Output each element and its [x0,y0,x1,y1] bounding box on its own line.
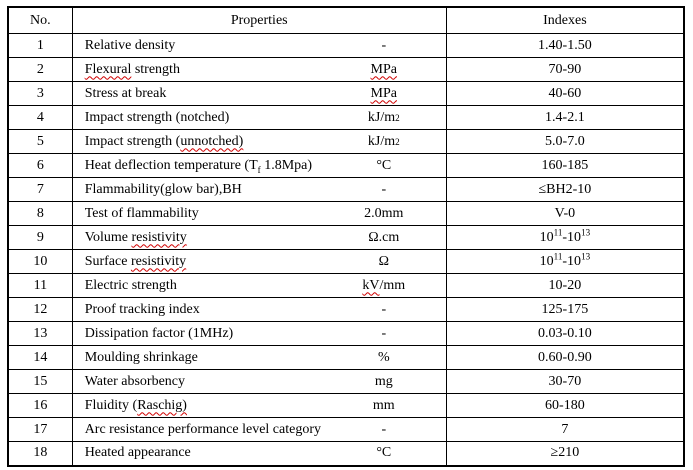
text-segment: - [381,325,387,341]
text-segment: Test of flammability [84,205,199,221]
text-segment: 11 [553,226,563,237]
row-number-cell: 16 [8,394,72,418]
text-segment: Water absorbency [84,373,186,389]
text-segment: - [381,181,387,197]
text-segment: 0.03-0.10 [538,325,592,341]
table-row [8,82,684,106]
row-number-cell: 1 [8,34,72,58]
text-segment: Proof tracking index [84,301,200,317]
properties-table [7,6,685,467]
index-value-cell [446,106,684,130]
index-value-cell [446,250,684,274]
index-value-cell [446,82,684,106]
text-segment: 30-70 [548,373,582,389]
text-segment: 1.8Mpa) [260,157,313,173]
property-unit [322,154,446,177]
index-value-cell [446,34,684,58]
property-cell [72,418,446,442]
text-segment: 13 [581,226,591,237]
col-header-properties: Properties [72,7,446,34]
property-cell [72,82,446,106]
spellcheck-flagged-text: f [257,164,261,175]
index-value-cell [446,202,684,226]
text-segment: 10 [539,253,554,269]
property-unit [322,250,446,273]
text-segment: 7 [561,421,569,437]
property-cell [72,130,446,154]
index-value-cell [446,226,684,250]
text-segment: - [381,37,387,53]
text-segment: Fluidity ( [84,397,138,413]
property-unit [322,274,446,297]
row-number-cell: 18 [8,442,72,466]
property-cell [72,58,446,82]
row-number-cell: 7 [8,178,72,202]
index-value-cell [446,298,684,322]
text-segment: Ω [378,253,389,269]
row-number-cell: 14 [8,346,72,370]
property-cell [72,250,446,274]
text-segment: ≤BH2-10 [538,181,592,197]
index-value-cell [446,178,684,202]
property-cell [72,274,446,298]
text-segment: Moulding shrinkage [84,349,198,365]
text-segment: /mm [379,277,406,293]
row-number-cell: 4 [8,106,72,130]
spellcheck-flagged-text: unnotched) [180,133,244,149]
property-unit [322,322,446,345]
spellcheck-flagged-text: MPa [370,61,397,77]
index-value-cell [446,418,684,442]
row-number-cell: 6 [8,154,72,178]
table-row [8,298,684,322]
property-cell [72,442,446,466]
property-unit [322,226,446,249]
text-segment: Arc resistance performance level category [84,421,321,437]
text-segment: °C [376,157,392,173]
table-row [8,130,684,154]
property-cell [72,394,446,418]
property-unit [322,394,446,417]
property-cell [72,370,446,394]
table-row [8,274,684,298]
col-header-indexes: Indexes [446,7,684,34]
text-segment: Heat deflection temperature (T [84,157,258,173]
property-unit [322,58,446,81]
table-row [8,322,684,346]
table-row [8,34,684,58]
table-row [8,346,684,370]
spellcheck-flagged-text: resistivity [130,253,187,269]
property-unit [322,178,446,201]
text-segment: - [381,301,387,317]
property-cell [72,34,446,58]
index-value-cell [446,130,684,154]
table-row [8,370,684,394]
row-number-cell: 17 [8,418,72,442]
row-number-cell: 2 [8,58,72,82]
text-segment: kJ/m [367,109,396,125]
text-segment: 60-180 [545,397,585,413]
text-segment: Volume [84,229,132,245]
header-row [8,7,684,34]
text-segment: 40-60 [548,85,582,101]
spellcheck-flagged-text: MPa [370,85,397,101]
text-segment: mg [374,373,393,389]
index-value-cell [446,322,684,346]
text-segment: Heated appearance [84,445,191,461]
text-segment: 1.4-2.1 [545,109,585,125]
property-cell [72,154,446,178]
property-unit [322,418,446,441]
property-unit [322,82,446,105]
spellcheck-flagged-text: Raschig) [137,397,187,413]
text-segment: Flammability(glow bar),BH [84,181,242,197]
text-segment: 1.40-1.50 [538,37,592,53]
text-segment: 160-185 [541,157,589,173]
row-number-cell: 3 [8,82,72,106]
text-segment: mm [372,397,395,413]
text-segment: - [381,421,387,437]
text-segment: % [377,349,390,365]
text-segment: V-0 [554,205,576,221]
table-row [8,58,684,82]
table-row [8,250,684,274]
property-cell [72,226,446,250]
text-segment: 10 [539,229,554,245]
table-row [8,226,684,250]
row-number-cell: 9 [8,226,72,250]
text-segment: -10 [562,253,582,269]
text-segment: Impact strength ( [84,133,181,149]
index-value-cell [446,394,684,418]
row-number-cell: 10 [8,250,72,274]
text-segment: 10-20 [548,277,582,293]
property-unit [322,346,446,369]
property-cell [72,178,446,202]
property-unit: kJ/m 2 [367,109,400,125]
spellcheck-flagged-text: kV [362,277,380,293]
text-segment: Stress at break [84,85,167,101]
index-value-cell [446,154,684,178]
text-segment: strength [131,61,180,77]
table-row [8,418,684,442]
property-unit [322,442,446,465]
text-segment: Impact strength (notched) [84,109,230,125]
text-segment: Surface [84,253,131,269]
index-value-cell [446,346,684,370]
text-segment: 13 [581,250,591,261]
property-cell [72,202,446,226]
text-segment: kJ/m [367,133,396,149]
table-row [8,154,684,178]
property-unit [322,34,446,57]
row-number-cell: 15 [8,370,72,394]
index-value-cell [446,274,684,298]
property-unit [322,202,446,225]
row-number-cell: 8 [8,202,72,226]
text-segment: 0.60-0.90 [538,349,592,365]
text-segment: Electric strength [84,277,177,293]
index-value-cell [446,442,684,466]
index-value-cell [446,370,684,394]
property-cell [72,346,446,370]
row-number-cell: 5 [8,130,72,154]
text-segment: °C [376,445,392,461]
spellcheck-flagged-text: resistivity [131,229,187,245]
property-unit: kJ/m 2 [367,133,400,149]
col-header-no: No. [8,7,72,34]
text-segment: 125-175 [541,301,589,317]
text-segment: Dissipation factor (1MHz) [84,325,234,341]
row-number-cell: 13 [8,322,72,346]
property-cell [72,298,446,322]
table-row [8,442,684,466]
table-row [8,394,684,418]
property-unit [322,298,446,321]
text-segment: 5.0-7.0 [545,133,585,149]
spellcheck-flagged-text: Flexural [84,61,132,77]
table-row [8,202,684,226]
text-segment: 70-90 [548,61,582,77]
text-segment: Ω.cm [368,229,400,245]
row-number-cell: 11 [8,274,72,298]
table-row [8,106,684,130]
row-number-cell: 12 [8,298,72,322]
text-segment: Relative density [84,37,176,53]
table-body [8,34,684,466]
table-row [8,178,684,202]
property-unit [322,370,446,393]
text-segment: 2.0mm [364,205,404,221]
text-segment: -10 [562,229,582,245]
property-cell [72,322,446,346]
text-segment: 11 [553,250,563,261]
property-cell [72,106,446,130]
index-value-cell [446,58,684,82]
text-segment: ≥210 [550,445,580,461]
